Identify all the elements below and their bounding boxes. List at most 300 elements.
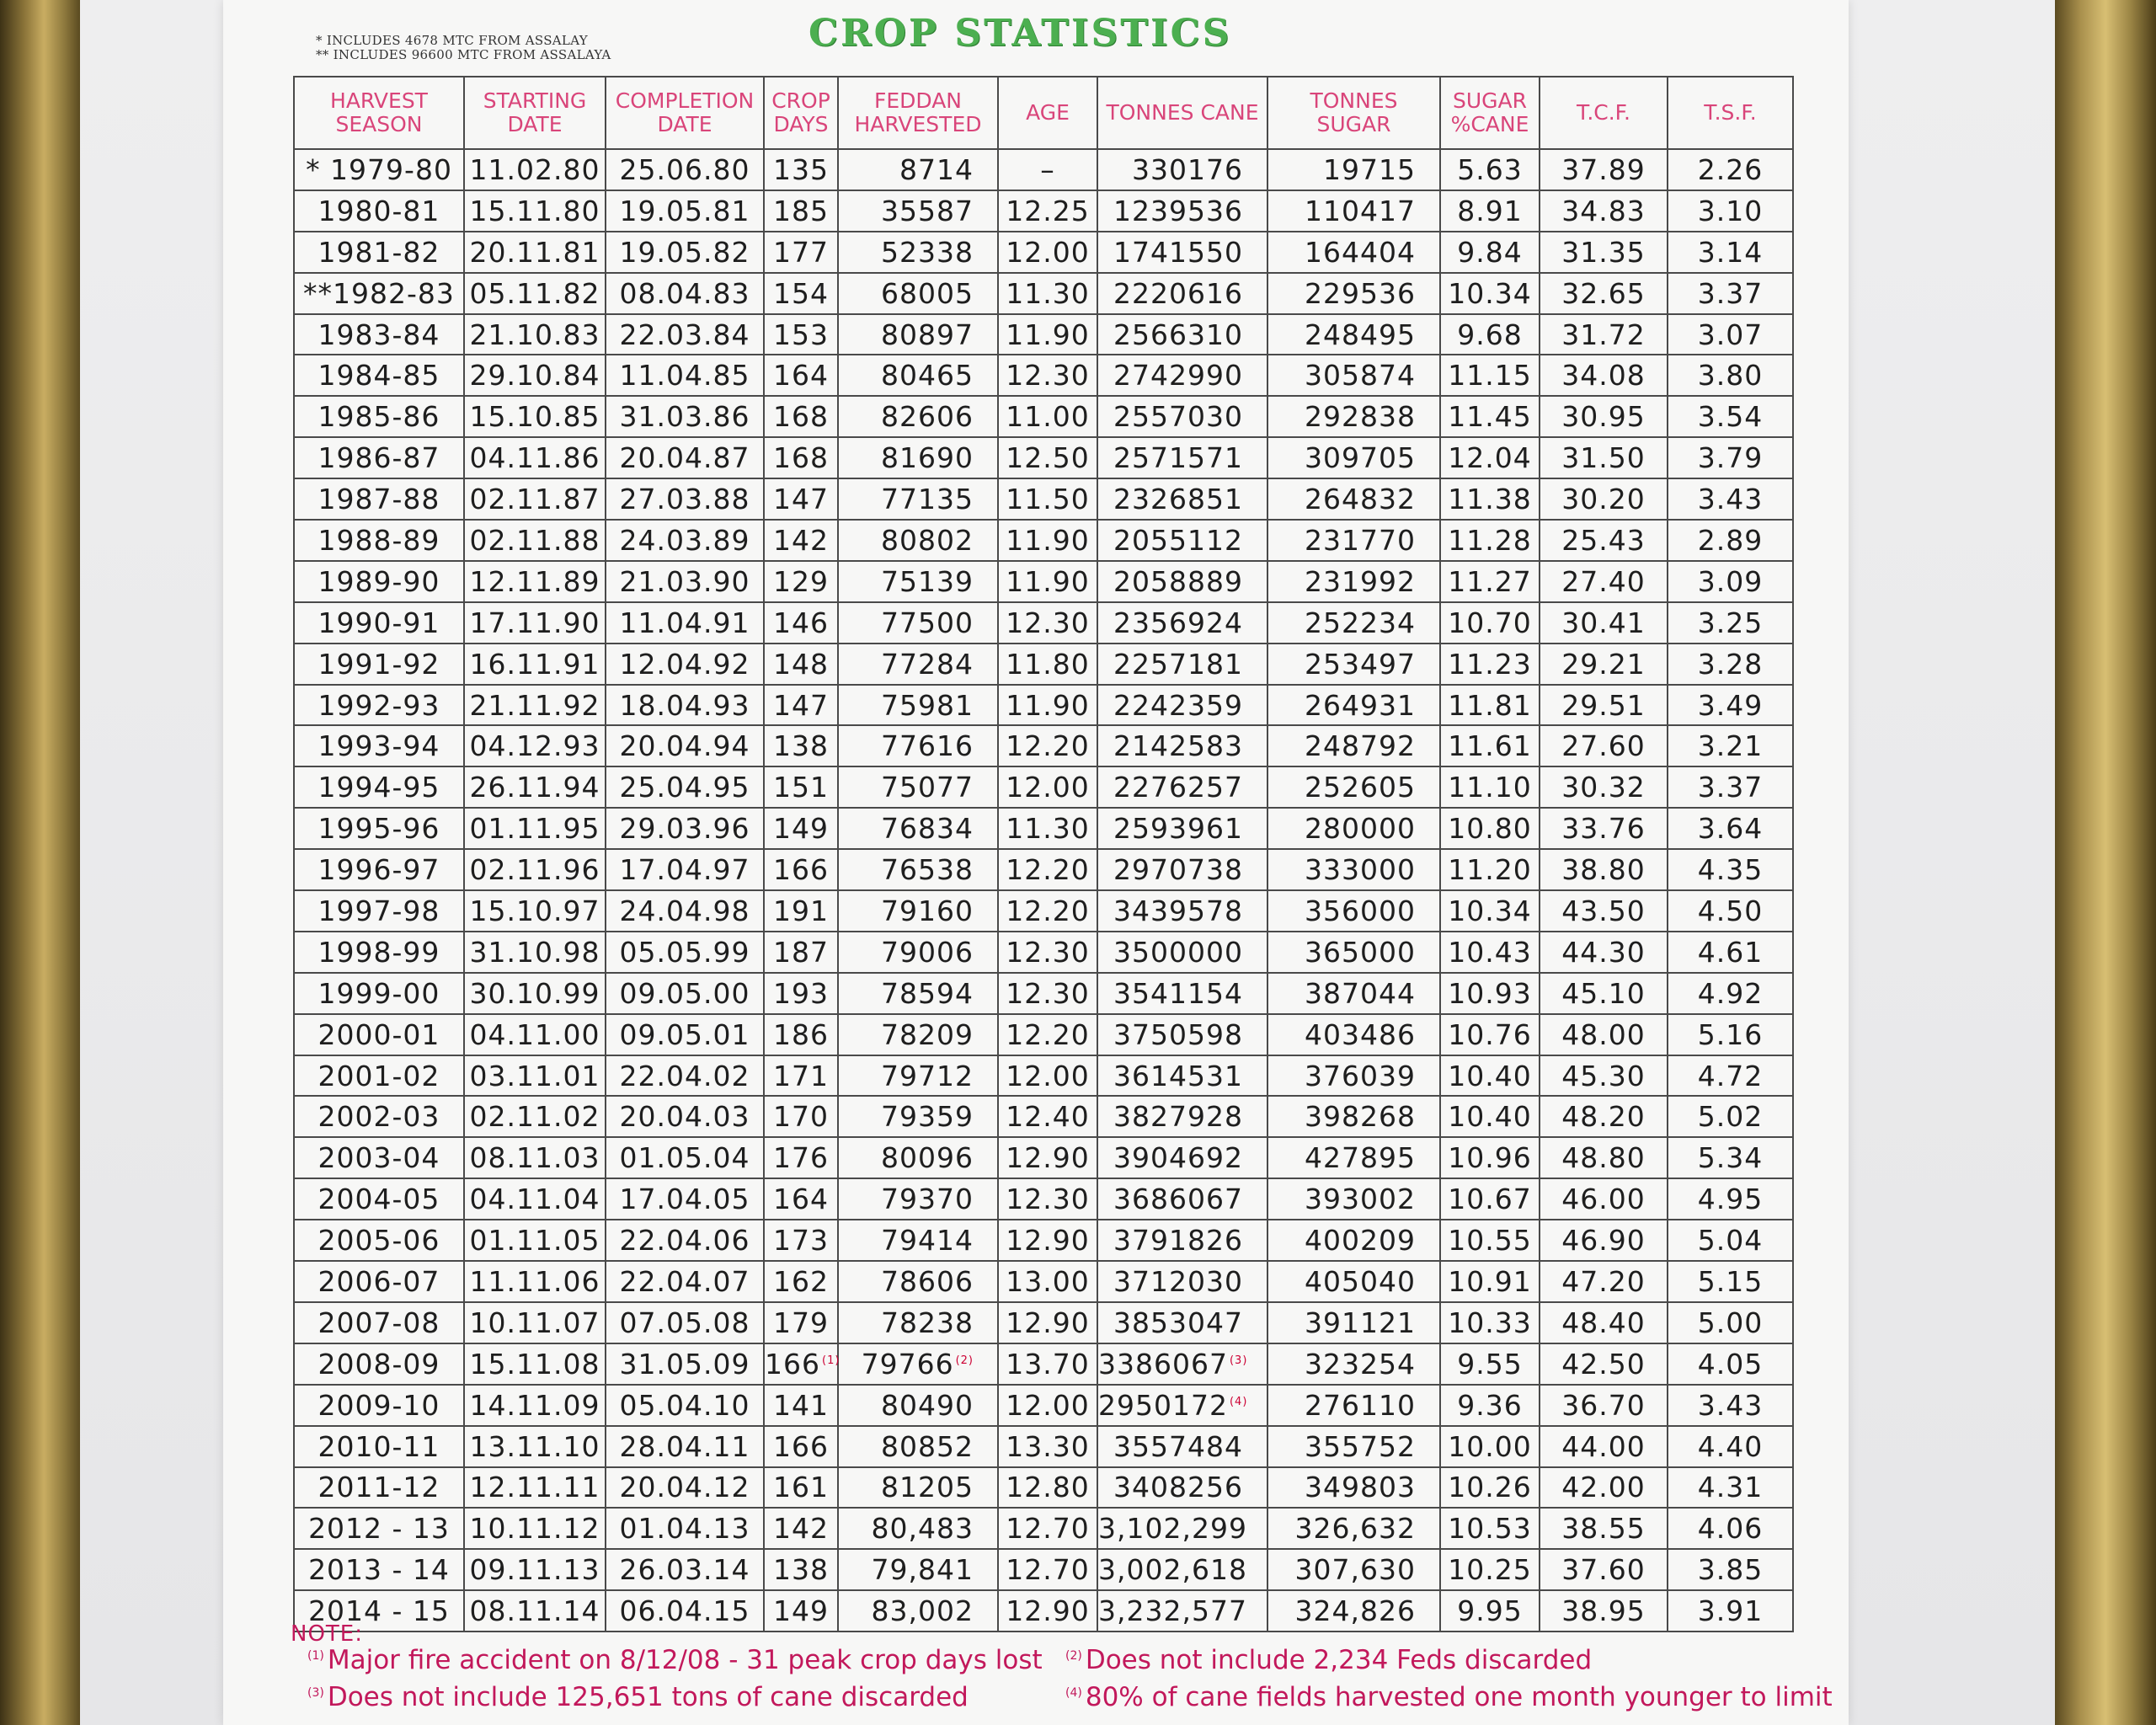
cell-value: 2009-10 [318, 1388, 440, 1422]
cell-value: 26.03.14 [619, 1553, 750, 1587]
table-cell [1668, 766, 1793, 808]
cell-value: 9.36 [1457, 1388, 1523, 1422]
cell-value: 2001-02 [318, 1059, 440, 1092]
table-cell [998, 890, 1097, 932]
table-row [294, 808, 1793, 849]
cell-value: 22.04.06 [619, 1224, 750, 1258]
cell-value: 2970738 [1113, 853, 1243, 887]
table-cell [1540, 149, 1668, 190]
cell-value: 12.90 [1006, 1224, 1090, 1258]
column-header: T.S.F. [1668, 77, 1793, 149]
table-cell [464, 561, 606, 602]
table-cell [764, 1220, 838, 1261]
cell-value: 2013 - 14 [308, 1553, 450, 1587]
table-cell [838, 273, 998, 314]
table-cell [464, 232, 606, 273]
cell-value: 38.80 [1561, 853, 1646, 887]
table-cell [294, 1426, 464, 1467]
cell-value: 27.60 [1561, 729, 1646, 763]
table-cell [464, 1385, 606, 1426]
cell-value: 25.43 [1561, 523, 1646, 557]
cell-value: 11.00 [1006, 400, 1090, 434]
table-cell [464, 1137, 606, 1178]
table-header-row [294, 77, 1793, 149]
cell-value: 10.26 [1448, 1471, 1532, 1504]
table-cell [1668, 232, 1793, 273]
cell-value: 79006 [881, 935, 974, 969]
table-cell [998, 932, 1097, 973]
table-cell [1440, 190, 1540, 232]
cell-value: 149 [773, 1594, 829, 1628]
table-cell [838, 644, 998, 685]
cell-value: 03.11.01 [469, 1059, 600, 1092]
table-cell [1267, 932, 1440, 973]
cell-value: 12.30 [1006, 976, 1090, 1010]
table-cell [1440, 932, 1540, 973]
table-cell [764, 932, 838, 973]
table-cell [1668, 396, 1793, 437]
cell-value: 68005 [881, 276, 974, 310]
cell-value: 12.30 [1006, 606, 1090, 639]
table-cell [1267, 190, 1440, 232]
table-cell [1097, 1426, 1267, 1467]
note-1-marker: (1) [307, 1648, 324, 1663]
table-row [294, 725, 1793, 766]
cell-value: 3853047 [1113, 1306, 1243, 1339]
cell-value: 27.03.88 [619, 483, 750, 516]
note-1 [307, 1645, 1043, 1675]
cell-value: 33.76 [1561, 812, 1646, 846]
table-cell [764, 190, 838, 232]
table-cell [1097, 644, 1267, 685]
table-row [294, 478, 1793, 520]
table-cell [294, 808, 464, 849]
table-row [294, 1261, 1793, 1302]
cell-value: 15.10.97 [469, 894, 600, 927]
table-cell [838, 1467, 998, 1509]
table-cell [1540, 808, 1668, 849]
table-cell [1267, 1385, 1440, 1426]
cell-value: 48.20 [1561, 1100, 1646, 1134]
cell-value: 80,483 [871, 1512, 974, 1546]
cell-value: 08.04.83 [619, 276, 750, 310]
cell-value: 9.84 [1457, 235, 1523, 269]
cell-value: 44.30 [1561, 935, 1646, 969]
top-footnotes [316, 34, 737, 62]
table-cell [1668, 1261, 1793, 1302]
table-cell [1440, 1385, 1540, 1426]
table-cell [606, 314, 764, 355]
table-cell [1097, 602, 1267, 644]
table-cell [1097, 149, 1267, 190]
table-cell [1668, 932, 1793, 973]
cell-value: 20.11.81 [469, 235, 600, 269]
table-cell [838, 1549, 998, 1590]
cell-value: 5.34 [1697, 1141, 1764, 1175]
table-cell [998, 1055, 1097, 1097]
cell-value: 25.06.80 [619, 152, 750, 186]
table-cell [998, 685, 1097, 726]
cell-value: 264832 [1305, 483, 1416, 516]
table-cell [294, 396, 464, 437]
cell-value: 24.03.89 [619, 523, 750, 557]
table-cell [998, 190, 1097, 232]
cell-value: 229536 [1305, 276, 1416, 310]
table-cell [1668, 1385, 1793, 1426]
cell-value: * 1979-80 [306, 152, 452, 186]
table-cell [1097, 685, 1267, 726]
cell-value: 149 [773, 812, 829, 846]
table-cell [1440, 644, 1540, 685]
cell-value: 153 [773, 318, 829, 351]
column-header: AGE [998, 77, 1097, 149]
cell-value: 1989-90 [318, 564, 440, 598]
cell-value: 11.90 [1006, 688, 1090, 722]
table-cell [1267, 1302, 1440, 1343]
table-row [294, 849, 1793, 890]
cell-value: 3.54 [1697, 400, 1764, 434]
table-cell [1668, 273, 1793, 314]
cell-value: 12.11.89 [469, 564, 600, 598]
table-cell [838, 849, 998, 890]
cell-value: 3791826 [1113, 1224, 1243, 1258]
table-cell [1540, 685, 1668, 726]
cell-value: 16.11.91 [469, 647, 600, 681]
cell-value: **1982-83 [303, 276, 455, 310]
cell-value: 77135 [881, 483, 974, 516]
cell-value: 1984-85 [318, 359, 440, 393]
table-cell [764, 273, 838, 314]
table-cell [606, 273, 764, 314]
table-cell [1267, 1137, 1440, 1178]
table-cell [764, 437, 838, 478]
table-cell [294, 1137, 464, 1178]
cell-value: 1995-96 [318, 812, 440, 846]
table-cell [1540, 232, 1668, 273]
table-cell [1267, 849, 1440, 890]
table-cell [1267, 1426, 1440, 1467]
table-cell [998, 1343, 1097, 1385]
table-cell [1267, 1467, 1440, 1509]
table-cell [998, 520, 1097, 561]
table-cell [1267, 1014, 1440, 1055]
table-cell [606, 1055, 764, 1097]
cell-value: 11.28 [1448, 523, 1532, 557]
cell-value: 12.25 [1006, 194, 1090, 227]
column-header: STARTING DATE [464, 77, 606, 149]
cell-value: 13.70 [1006, 1347, 1090, 1381]
cell-value: 2004-05 [318, 1183, 440, 1216]
table-cell [764, 1261, 838, 1302]
table-cell [606, 1508, 764, 1549]
cell-value: 18.04.93 [619, 688, 750, 722]
table-cell [464, 437, 606, 478]
cell-value: 12.40 [1006, 1100, 1090, 1134]
cell-value: 400209 [1305, 1224, 1416, 1258]
cell-value: 349803 [1305, 1471, 1416, 1504]
table-cell [464, 1343, 606, 1385]
cell-value: 21.10.83 [469, 318, 600, 351]
cell-value: 164 [773, 1183, 829, 1216]
cell-value: 36.70 [1561, 1388, 1646, 1422]
table-cell [998, 232, 1097, 273]
cell-value: 2012 - 13 [308, 1512, 450, 1546]
table-cell [998, 355, 1097, 396]
table-cell [1097, 766, 1267, 808]
cell-value: 4.50 [1697, 894, 1764, 927]
cell-value: 3.14 [1697, 235, 1764, 269]
cell-value: 2257181 [1113, 647, 1243, 681]
cell-value: 05.11.82 [469, 276, 600, 310]
cell-value: 12.70 [1006, 1512, 1090, 1546]
cell-value: 42.50 [1561, 1347, 1646, 1381]
table-cell [1097, 355, 1267, 396]
table-row [294, 1426, 1793, 1467]
cell-value: 10.25 [1448, 1553, 1532, 1587]
table-cell [1097, 1137, 1267, 1178]
table-cell [1267, 1508, 1440, 1549]
cell-value: 2005-06 [318, 1224, 440, 1258]
cell-value: 31.50 [1561, 441, 1646, 475]
table-cell [998, 644, 1097, 685]
table-cell [998, 849, 1097, 890]
table-cell [1267, 149, 1440, 190]
cell-value: 2002-03 [318, 1100, 440, 1134]
cell-value: 391121 [1305, 1306, 1416, 1339]
table-cell [838, 520, 998, 561]
cell-value: 4.31 [1697, 1471, 1764, 1504]
cell-value: 12.90 [1006, 1594, 1090, 1628]
table-cell [1540, 1137, 1668, 1178]
table-cell [1440, 685, 1540, 726]
table-cell [1668, 644, 1793, 685]
table-cell [998, 1014, 1097, 1055]
table-cell [294, 890, 464, 932]
cell-value: 43.50 [1561, 894, 1646, 927]
table-cell [606, 561, 764, 602]
cell-value: 29.10.84 [469, 359, 600, 393]
table-cell [1668, 190, 1793, 232]
cell-value: 10.76 [1448, 1017, 1532, 1051]
table-cell [1440, 725, 1540, 766]
cell-value: 3408256 [1113, 1471, 1243, 1504]
table-row [294, 766, 1793, 808]
table-cell [1097, 232, 1267, 273]
cell-value: 3557484 [1113, 1429, 1243, 1463]
cell-value: 78209 [881, 1017, 974, 1051]
cell-value: 5.15 [1697, 1264, 1764, 1298]
cell-value: 393002 [1305, 1183, 1416, 1216]
table-cell [1668, 849, 1793, 890]
table-row [294, 437, 1793, 478]
table-cell [1267, 273, 1440, 314]
table-cell [764, 561, 838, 602]
cell-value: 1996-97 [318, 853, 440, 887]
cell-value: 10.53 [1448, 1512, 1532, 1546]
cell-value: 8.91 [1457, 194, 1523, 227]
cell-value: 3614531 [1113, 1059, 1243, 1092]
table-cell [464, 973, 606, 1014]
table-cell [1668, 1467, 1793, 1509]
cell-value: 80490 [881, 1388, 974, 1422]
table-cell [1668, 437, 1793, 478]
table-cell [838, 1014, 998, 1055]
cell-value: 02.11.02 [469, 1100, 600, 1134]
cell-value: 78594 [881, 976, 974, 1010]
cell-value: 3.37 [1697, 771, 1764, 804]
cell-value: 20.04.03 [619, 1100, 750, 1134]
table-cell [1267, 1096, 1440, 1137]
cell-value: 142 [773, 523, 829, 557]
cell-value: 02.11.88 [469, 523, 600, 557]
table-cell [998, 725, 1097, 766]
table-cell [1097, 1467, 1267, 1509]
cell-value: 2000-01 [318, 1017, 440, 1051]
cell-value: 37.60 [1561, 1553, 1646, 1587]
table-cell [1540, 1549, 1668, 1590]
table-cell [998, 973, 1097, 1014]
cell-value: 3.37 [1697, 276, 1764, 310]
table-cell [464, 1426, 606, 1467]
table-cell [1540, 314, 1668, 355]
cell-value: 11.90 [1006, 523, 1090, 557]
table-cell [998, 561, 1097, 602]
cell-value: 142 [773, 1512, 829, 1546]
cell-value: 20.04.87 [619, 441, 750, 475]
picture-frame-left [0, 0, 80, 1725]
cell-value: 75077 [881, 771, 974, 804]
table-cell [1668, 149, 1793, 190]
cell-value: 1998-99 [318, 935, 440, 969]
cell-value: 12.50 [1006, 441, 1090, 475]
table-cell [606, 1261, 764, 1302]
table-cell [1668, 1014, 1793, 1055]
table-cell [294, 1261, 464, 1302]
picture-frame-right [2055, 0, 2156, 1725]
cell-value: 171 [773, 1059, 829, 1092]
table-cell [1440, 478, 1540, 520]
table-cell [606, 1178, 764, 1220]
table-cell [1440, 1220, 1540, 1261]
table-cell [764, 1096, 838, 1137]
footnote-marker: (3) [1229, 1354, 1248, 1367]
table-cell [1440, 1178, 1540, 1220]
table-cell [1097, 273, 1267, 314]
table-cell [464, 932, 606, 973]
table-cell [606, 437, 764, 478]
cell-value: 333000 [1305, 853, 1416, 887]
table-cell [1097, 1385, 1267, 1426]
table-cell [1267, 561, 1440, 602]
table-cell [998, 1261, 1097, 1302]
table-cell [1097, 437, 1267, 478]
table-row [294, 602, 1793, 644]
cell-value: 1990-91 [318, 606, 440, 639]
cell-value: 326,632 [1294, 1512, 1416, 1546]
table-cell [1668, 561, 1793, 602]
table-cell [998, 1137, 1097, 1178]
cell-value: 38.95 [1561, 1594, 1646, 1628]
cell-value: 22.04.07 [619, 1264, 750, 1298]
cell-value: 1999-00 [318, 976, 440, 1010]
cell-value: 177 [773, 235, 829, 269]
table-cell [998, 1549, 1097, 1590]
table-cell [294, 1549, 464, 1590]
column-header: FEDDAN HARVESTED [838, 77, 998, 149]
table-cell [1668, 1137, 1793, 1178]
cell-value: 292838 [1305, 400, 1416, 434]
table-cell [1267, 1261, 1440, 1302]
cell-value: 2571571 [1113, 441, 1243, 475]
table-cell [1440, 396, 1540, 437]
table-cell [464, 190, 606, 232]
table-cell [606, 1549, 764, 1590]
table-cell [1540, 1014, 1668, 1055]
cell-value: 80802 [881, 523, 974, 557]
table-cell [606, 232, 764, 273]
cell-value: 138 [773, 729, 829, 763]
cell-value: 186 [773, 1017, 829, 1051]
table-cell [838, 1302, 998, 1343]
table-cell [294, 1467, 464, 1509]
cell-value: 12.90 [1006, 1306, 1090, 1339]
cell-value: 170 [773, 1100, 829, 1134]
note-3-marker: (3) [307, 1685, 324, 1700]
cell-value: 17.04.97 [619, 853, 750, 887]
table-cell [1540, 973, 1668, 1014]
table-cell [764, 520, 838, 561]
cell-value: 80465 [881, 359, 974, 393]
cell-value: 1985-86 [318, 400, 440, 434]
table-cell [1540, 396, 1668, 437]
cell-value: 47.20 [1561, 1264, 1646, 1298]
cell-value: 48.40 [1561, 1306, 1646, 1339]
table-cell [1540, 437, 1668, 478]
table-cell [764, 396, 838, 437]
cell-value: 185 [773, 194, 829, 227]
table-cell [1440, 1261, 1540, 1302]
cell-value: 9.95 [1457, 1594, 1523, 1628]
table-cell [294, 232, 464, 273]
cell-value: 80096 [881, 1141, 974, 1175]
cell-value: 13.00 [1006, 1264, 1090, 1298]
cell-value: – [1040, 152, 1055, 186]
cell-value: 1980-81 [318, 194, 440, 227]
table-cell [294, 685, 464, 726]
cell-value: 08.11.14 [469, 1594, 600, 1628]
table-cell [1440, 602, 1540, 644]
table-row [294, 1014, 1793, 1055]
table-cell [1267, 973, 1440, 1014]
cell-value: 37.89 [1561, 152, 1646, 186]
table-cell [998, 437, 1097, 478]
cell-value: 02.11.87 [469, 483, 600, 516]
table-cell [838, 1178, 998, 1220]
table-cell [764, 602, 838, 644]
cell-value: 11.80 [1006, 647, 1090, 681]
cell-value: 10.34 [1448, 894, 1532, 927]
column-header: SUGAR %CANE [1440, 77, 1540, 149]
cell-value: 31.05.09 [619, 1347, 750, 1381]
table-row [294, 685, 1793, 726]
cell-value: 07.05.08 [619, 1306, 750, 1339]
crop-statistics-table [293, 76, 1794, 1632]
cell-value: 75139 [881, 564, 974, 598]
table-cell [464, 396, 606, 437]
table-cell [838, 190, 998, 232]
cell-value: 25.04.95 [619, 771, 750, 804]
cell-value: 365000 [1305, 935, 1416, 969]
